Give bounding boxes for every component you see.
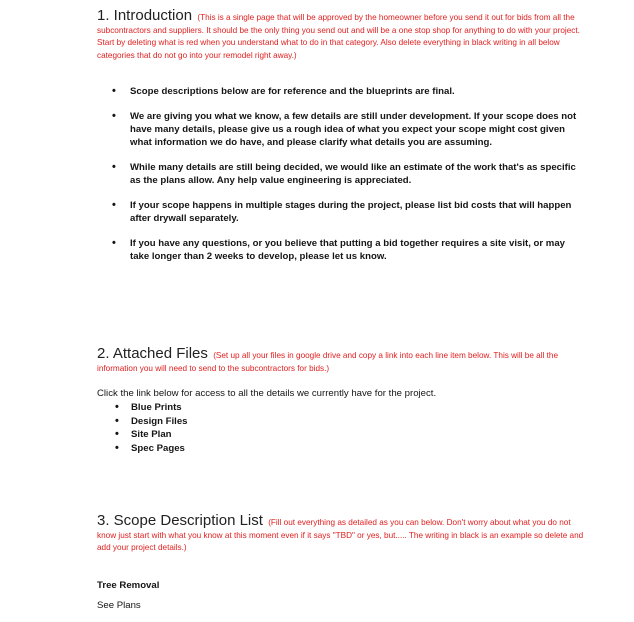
list-item: • Scope descriptions below are for reference and the blueprints are final. bbox=[110, 85, 580, 98]
section-attached-files-note: (Set up all your files in google drive and copy a link into each line item below. This will be all the information you will need to send to the subcontractors for bids.) bbox=[97, 351, 559, 373]
file-link-spec-pages[interactable]: • Spec Pages bbox=[115, 442, 188, 456]
scope-item-title: Tree Removal bbox=[97, 580, 160, 591]
introduction-bullet-list bbox=[110, 85, 580, 263]
file-link-blue-prints[interactable]: • Blue Prints bbox=[115, 401, 188, 415]
section-introduction-header bbox=[97, 7, 587, 62]
section-attached-files-header bbox=[97, 345, 587, 375]
file-link-design-files[interactable]: • Design Files bbox=[115, 415, 188, 429]
list-item: • If you have any questions, or you believe that putting a bid together requires a site visit, or may take longer than 2 weeks to develop, please let us know. bbox=[110, 237, 580, 263]
file-link-site-plan[interactable]: • Site Plan bbox=[115, 428, 188, 442]
section-scope-list-note: (Fill out everything as detailed as you can below. Don't worry about what you do not know just start with what you know at this moment even if it says "TBD" or yes, but..... The writing in black is an example so delete and add your project details.) bbox=[97, 518, 584, 552]
section-scope-list-title: 3. Scope Description List bbox=[97, 512, 263, 529]
list-item: • While many details are still being decided, we would like an estimate of the work that's as specific as the plans allow. Any help value engineering is appreciated. bbox=[110, 161, 580, 187]
list-item: • If your scope happens in multiple stages during the project, please list bid costs that will happen after drywall separately. bbox=[110, 199, 580, 225]
attached-files-list bbox=[115, 401, 188, 455]
scope-item-detail: See Plans bbox=[97, 600, 141, 611]
section-introduction-note: (This is a single page that will be approved by the homeowner before you send it out for bids from all the subcontractors and suppliers. It should be the only thing you send out and will be a one stop shop for anything to do with your project. Start by deleting what is red when you understand what to do in that category. Also delete everything in black writing in all below categories that do not go into your remodel right away.) bbox=[97, 13, 580, 60]
section-attached-files-title: 2. Attached Files bbox=[97, 345, 208, 362]
attached-files-intro: Click the link below for access to all the details we currently have for the project. bbox=[97, 388, 437, 399]
list-item: • We are giving you what we know, a few details are still under development. If your scope does not have many details, please give us a rough idea of what you expect your scope might cost given what information we do have, and please clarify what details you are assuming. bbox=[110, 110, 580, 149]
section-introduction-title: 1. Introduction bbox=[97, 7, 193, 24]
section-scope-list-header bbox=[97, 512, 587, 555]
